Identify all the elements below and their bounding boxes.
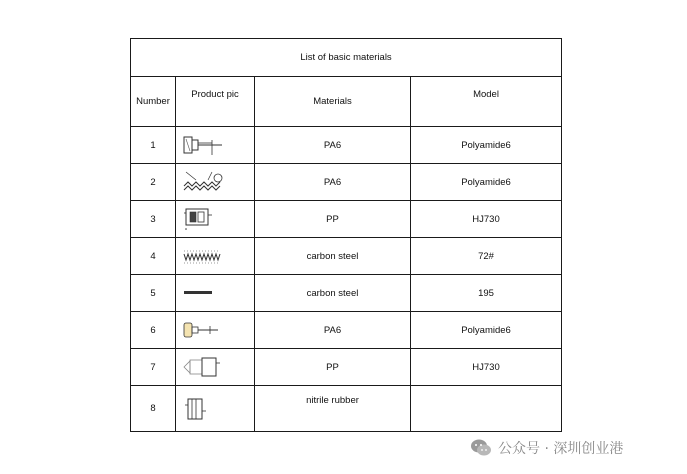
model-cell: 72# — [411, 238, 562, 275]
table-row — [131, 238, 562, 275]
table-row — [131, 201, 562, 238]
watermark — [470, 438, 623, 458]
row-number: 3 — [131, 201, 176, 238]
model-cell — [411, 386, 562, 432]
row-number: 7 — [131, 349, 176, 386]
row-number: 6 — [131, 312, 176, 349]
spring-part-icon — [182, 242, 226, 270]
housing-part-icon — [182, 205, 218, 233]
model-cell: HJ730 — [411, 201, 562, 238]
table-title: List of basic materials — [131, 39, 562, 77]
product-pic-cell — [176, 201, 255, 238]
header-materials: Materials — [255, 77, 411, 127]
table-row — [131, 275, 562, 312]
product-pic-cell — [176, 275, 255, 312]
row-number: 1 — [131, 127, 176, 164]
header-product-pic: Product pic — [176, 77, 255, 127]
seal-part-icon — [182, 395, 218, 423]
row-number: 2 — [131, 164, 176, 201]
wechat-logo-icon — [470, 438, 492, 458]
product-pic-cell — [176, 386, 255, 432]
material-cell: carbon steel — [255, 238, 411, 275]
rod-part-icon — [182, 279, 222, 307]
shaft-part-icon — [182, 131, 226, 159]
header-number: Number — [131, 77, 176, 127]
row-number: 5 — [131, 275, 176, 312]
row-number: 4 — [131, 238, 176, 275]
material-cell: PA6 — [255, 312, 411, 349]
material-cell: PP — [255, 201, 411, 238]
material-cell: nitrile rubber — [255, 386, 411, 432]
gear-worm-part-icon — [182, 168, 230, 196]
model-cell: Polyamide6 — [411, 164, 562, 201]
table-title-row — [131, 39, 562, 77]
table-row — [131, 349, 562, 386]
product-pic-cell — [176, 127, 255, 164]
model-cell: HJ730 — [411, 349, 562, 386]
material-cell: PA6 — [255, 164, 411, 201]
header-model: Model — [411, 77, 562, 127]
table-row — [131, 312, 562, 349]
row-number: 8 — [131, 386, 176, 432]
product-pic-cell — [176, 349, 255, 386]
model-cell: Polyamide6 — [411, 312, 562, 349]
table-header-row — [131, 77, 562, 127]
cylinder-part-icon — [182, 353, 226, 381]
product-pic-cell — [176, 238, 255, 275]
watermark-text: 公众号 · 深圳创业港 — [498, 441, 624, 457]
material-cell: PA6 — [255, 127, 411, 164]
materials-table — [130, 38, 562, 432]
table-row — [131, 127, 562, 164]
table-row — [131, 386, 562, 432]
model-cell: 195 — [411, 275, 562, 312]
pin-part-icon — [182, 316, 226, 344]
model-cell: Polyamide6 — [411, 127, 562, 164]
material-cell: PP — [255, 349, 411, 386]
product-pic-cell — [176, 312, 255, 349]
material-cell: carbon steel — [255, 275, 411, 312]
table-row — [131, 164, 562, 201]
product-pic-cell — [176, 164, 255, 201]
